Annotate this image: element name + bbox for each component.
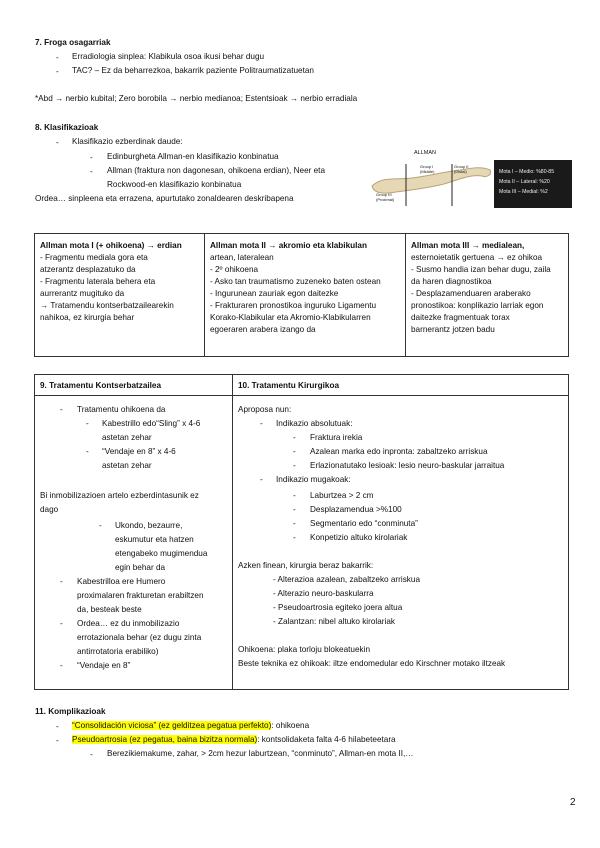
s10-azken: Azken finean, kirurgia beraz bakarrik: <box>238 561 374 570</box>
bullet: - <box>90 167 93 176</box>
page-number: 2 <box>570 797 576 808</box>
section-8-title: 8. Klasifikazioak <box>35 123 99 132</box>
s8-intro: Klasifikazio ezberdinak daude: <box>72 137 183 146</box>
s10-azken-item: - Alterazioa azalean, zabaltzeko arriskua <box>273 575 420 584</box>
s9-line-4: etengabeko mugimendua <box>115 549 208 558</box>
s9-line-5: da, besteak beste <box>77 605 142 614</box>
allman-3-line: daitezke fragmentuak torax <box>411 313 510 322</box>
bullet: - <box>60 619 63 628</box>
bullet: - <box>293 519 296 528</box>
legend-line-2: Mota II – Lateral: %20 <box>499 179 550 185</box>
bullet: - <box>56 53 59 62</box>
s11-item-1-highlight: “Consolidación viciosa” (ez gelditzea pegatua perfekto) <box>72 721 272 730</box>
s10-beste: Beste teknika ez ohikoak: iltze endomedular edo Kirschner motako iltzeak <box>238 659 506 668</box>
bullet: - <box>56 722 59 731</box>
s9-line-7: “Vendaje en 8” <box>77 661 131 670</box>
s11-item-2-highlight: Pseudoartrosia (ez pegatua, baina bizitza normala) <box>72 735 258 744</box>
figure-legend-box <box>494 160 572 208</box>
s7-item-1: Erradiologia sinplea: Klabikula osoa ikusi behar dugu <box>72 52 265 61</box>
allman-2-line: - Asko tan traumatismo zuzeneko baten ostean <box>210 277 381 286</box>
bullet: - <box>60 661 63 670</box>
bullet: - <box>293 447 296 456</box>
s7-item-2: TAC? – Ez da beharrezkoa, bakarrik paziente Politraumatizatuetan <box>72 66 314 75</box>
s9-line-1: Tratamentu ohikoena da <box>77 405 166 414</box>
s10-rel-item: Desplazamendua >%100 <box>310 505 402 514</box>
allman-1-line: → Tratamendu kontserbatzailearekin <box>40 301 174 310</box>
section-9-title: 9. Tratamentu Kontserbatzailea <box>40 381 162 390</box>
s9-para-1a: Bi inmobilizazioen artelo ezberdintasunik ez <box>40 491 199 500</box>
s9-line-5: proximalaren frakturetan erabiltzen <box>77 591 204 600</box>
s10-propos: Aproposa nun: <box>238 405 292 414</box>
bullet: - <box>99 521 102 530</box>
allman-3-line: barnerantz jotzen badu <box>411 325 495 334</box>
s9-line-6: errotazionala behar (ez dugu zinta <box>77 633 202 642</box>
s10-azken-item: - Zalantzan: nibel altuko kirolariak <box>273 617 395 626</box>
bullet: - <box>260 475 263 484</box>
bullet: - <box>60 577 63 586</box>
s9-line-6: Ordea… ez du inmobilizazio <box>77 619 180 628</box>
s11-item-2-rest: : kontsolidaketa falta 4-6 hilabeteetara <box>257 735 396 744</box>
bullet: - <box>86 419 89 428</box>
s9-line-4: eskumutur eta hatzen <box>115 535 194 544</box>
figure-title: ALLMAN <box>414 150 437 156</box>
bullet: - <box>56 138 59 147</box>
s11-item-3: Berezikiemakume, zahar, > 2cm hezur laburtzean, “conminuto”, Allman-en mota II,… <box>107 749 414 758</box>
allman-1-line: - Fragmentu laterala behera eta <box>40 277 156 286</box>
s10-rel-item: Konpetizio altuko kirolariak <box>310 533 408 542</box>
section-10-title: 10. Tratamentu Kirurgikoa <box>238 381 340 390</box>
s10-abs-item: Erlazionatutako lesioak: lesio neuro-baskular jarraitua <box>310 461 505 470</box>
s9-line-2b: astetan zehar <box>102 433 152 442</box>
s10-azken-item: - Pseudoartrosia egiteko joera altua <box>273 603 403 612</box>
section-7-title: 7. Froga osagarriak <box>35 38 111 47</box>
allman-3-line: pronostikoa: konplikazio larriak egon <box>411 301 544 310</box>
bullet: - <box>260 419 263 428</box>
s10-abs-item: Azalean marka edo inpronta: zabaltzeko arriskua <box>310 447 488 456</box>
s10-body-cell <box>232 395 569 690</box>
legend-line-3: Mota III – Medial: %2 <box>499 189 548 195</box>
s9-line-3b: astetan zehar <box>102 461 152 470</box>
s11-item-1 <box>72 720 309 732</box>
figure-group-2: Group II (Distal) <box>454 164 469 174</box>
allman-3-line: - Desplazamenduaren araberako <box>411 289 531 298</box>
s9-para-1b: dago <box>40 505 59 514</box>
s8-sub-1: Edinburgheta Allman-en klasifikazio konbinatua <box>107 152 279 161</box>
allman-2-line: - Frakturaren pronostikoa inguruko Ligamentu <box>210 301 377 310</box>
allman-1-line: atzerantz desplazatuko da <box>40 265 136 274</box>
allman-1-line: aurrerantz mugituko da <box>40 289 125 298</box>
bullet: - <box>90 153 93 162</box>
allman-3-line: da haren diagnostikoa <box>411 277 492 286</box>
s8-sub-2a: Allman (fraktura non dagonesan, ohikoena erdian), Neer eta <box>107 166 326 175</box>
bullet: - <box>293 533 296 542</box>
s9-header-cell <box>34 374 233 396</box>
s9-line-6: antirrotatoria erabiliko) <box>77 647 159 656</box>
s7-note: *Abd → nerbio kubital; Zero borobila → nerbio medianoa; Estentsioak → nerbio erradiala <box>35 94 358 103</box>
s10-rel: Indikazio mugakoak: <box>276 475 351 484</box>
section-11-title: 11. Komplikazioak <box>35 707 106 716</box>
allman-2-line: - Ingurunean zauriak egon daitezke <box>210 289 339 298</box>
allman-clavicle-figure <box>368 146 494 208</box>
s10-ohik: Ohikoena: plaka torloju blokeatuekin <box>238 645 370 654</box>
bullet: - <box>293 433 296 442</box>
allman-2-line: egoeraren arabera izango da <box>210 325 316 334</box>
s10-azken-item: - Alterazio neuro-baskularra <box>273 589 374 598</box>
allman-type-2-head: Allman mota II → akromio eta klabikulan <box>210 241 367 250</box>
s9-body-cell <box>34 395 233 690</box>
s8-order: Ordea… sinpleena eta errazena, apurtutako zonaldearen deskribapena <box>35 194 294 203</box>
bullet: - <box>90 750 93 759</box>
allman-1-line: - Fragmentu mediala gora eta <box>40 253 148 262</box>
legend-line-1: Mota I – Medio: %80-85 <box>499 169 555 175</box>
s9-line-4: egin behar da <box>115 563 166 572</box>
s10-rel-item: Segmentario edo “conminuta” <box>310 519 418 528</box>
s10-rel-item: Laburtzea > 2 cm <box>310 491 374 500</box>
bullet: - <box>86 447 89 456</box>
allman-type-1-cell <box>34 233 205 357</box>
s11-item-2 <box>72 734 396 746</box>
figure-group-1: Group I (Middle) <box>420 164 435 174</box>
allman-2-line: Korako-Klabikular eta Akromio-Klabikularren <box>210 313 371 322</box>
bullet: - <box>60 405 63 414</box>
bullet: - <box>56 67 59 76</box>
allman-1-line: nahikoa, ez kirurgia behar <box>40 313 135 322</box>
s10-abs-item: Fraktura irekia <box>310 433 363 442</box>
s9-line-2a: Kabestrillo edo“Sling” x 4-6 <box>102 419 201 428</box>
allman-type-3-head: Allman mota III → medialean, <box>411 241 525 250</box>
allman-type-1-head: Allman mota I (+ ohikoena) → erdian <box>40 241 182 250</box>
bullet: - <box>293 505 296 514</box>
s8-sub-2b: Rockwood-en klasifikazio konbinatua <box>107 180 242 189</box>
s9-line-5: Kabestrilloa ere Humero <box>77 577 166 586</box>
bullet: - <box>293 491 296 500</box>
allman-3-line: esternoietatik gertuena → ez ohikoa <box>411 253 543 262</box>
allman-2-line: - 2º ohikoena <box>210 265 259 274</box>
bullet: - <box>293 461 296 470</box>
s10-header-cell <box>232 374 569 396</box>
allman-3-line: - Susmo handia izan behar dugu, zaila <box>411 265 551 274</box>
s11-item-1-rest: : ohikoena <box>271 721 310 730</box>
allman-type-2-cell <box>204 233 406 357</box>
s9-line-4: Ukondo, bezaurre, <box>115 521 183 530</box>
allman-type-3-cell <box>405 233 569 357</box>
allman-2-line: artean, lateralean <box>210 253 274 262</box>
figure-group-3: Group III (Proximal) <box>376 192 395 202</box>
bullet: - <box>56 736 59 745</box>
s9-line-3a: “Vendaje en 8” x 4-6 <box>102 447 176 456</box>
s10-abs: Indikazio absolutuak: <box>276 419 353 428</box>
